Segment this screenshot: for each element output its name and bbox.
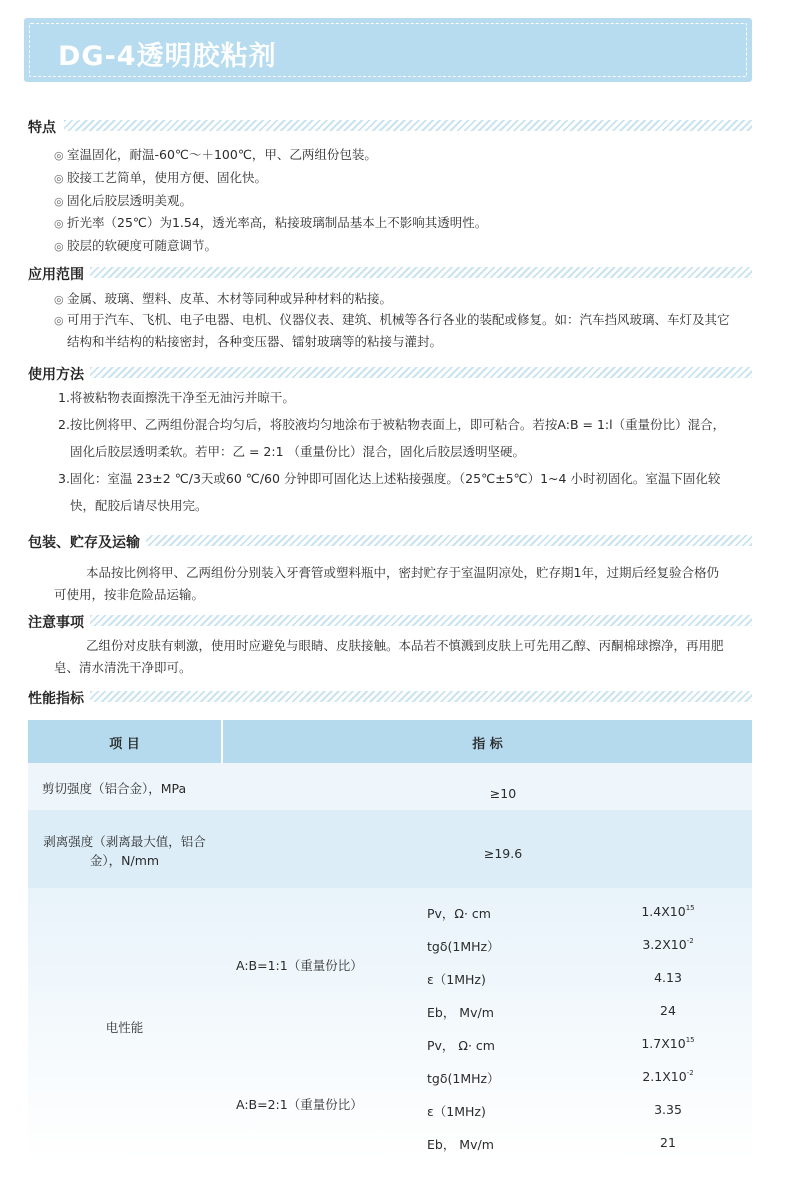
param-label: Pv，Ω· cm xyxy=(427,906,491,921)
table-row xyxy=(28,810,752,888)
param-value: 24 xyxy=(660,1003,676,1018)
section-title: 包装、贮存及运输 xyxy=(28,532,146,552)
page-title: DG-4透明胶粘剂 xyxy=(58,41,277,72)
feature-item: ◎ 室温固化，耐温-60℃～＋100℃，甲、乙两组份包装。 xyxy=(54,146,377,165)
feature-item: ◎ 折光率（25℃）为1.54，透光率高，粘接玻璃制品基本上不影响其透明性。 xyxy=(54,214,487,233)
bullet-icon: ◎ xyxy=(54,240,64,253)
param-label: tgδ(1MHz） xyxy=(427,1071,500,1086)
performance-table xyxy=(28,720,752,1160)
row-label: 金），N/mm xyxy=(89,853,160,868)
bullet-icon: ◎ xyxy=(54,217,64,230)
ratio-label: A:B=1:1（重量份比） xyxy=(236,958,363,973)
section-header-application xyxy=(28,264,752,284)
usage-step-continued: 固化后胶层透明柔软。若甲：乙 = 2:1 （重量份比）混合，固化后胶层透明坚硬。 xyxy=(70,444,526,459)
bullet-icon: ◎ xyxy=(54,172,64,185)
section-title: 使用方法 xyxy=(28,364,90,384)
param-label: Pv， Ω· cm xyxy=(427,1038,495,1053)
column-header-item: 项 目 xyxy=(109,737,140,752)
section-header-packaging xyxy=(28,532,752,552)
application-item-continued: 结构和半结构的粘接密封，各种变压器、镭射玻璃等的粘接与灌封。 xyxy=(67,334,443,349)
column-header-index: 指 标 xyxy=(472,737,503,752)
param-label: Eb， Mv/m xyxy=(427,1005,494,1020)
feature-item: ◎ 固化后胶层透明美观。 xyxy=(54,192,192,211)
section-title: 注意事项 xyxy=(28,612,90,632)
section-divider xyxy=(90,691,752,702)
usage-step: 1.将被粘物表面擦洗干净至无油污并晾干。 xyxy=(58,390,295,405)
usage-step: 2.按比例将甲、乙两组份混合均匀后，将胶液均匀地涂布于被粘物表面上，即可粘合。若按A:B = 1:l（重量份比）混合， xyxy=(58,417,726,432)
param-value: $3.2X10^{-2}$ xyxy=(642,937,694,952)
section-divider xyxy=(90,615,752,626)
param-value: 4.13 xyxy=(654,970,682,985)
section-header-caution xyxy=(28,612,752,632)
packaging-text: 本品按比例将甲、乙两组份分别装入牙膏管或塑料瓶中，密封贮存于室温阴凉处，贮存期1年，过期后经复验合格仍 xyxy=(86,565,719,580)
section-title: 性能指标 xyxy=(28,688,90,708)
row-value: ≥10 xyxy=(489,786,517,801)
bullet-icon: ◎ xyxy=(54,149,64,162)
caution-text: 皂、清水清洗干净即可。 xyxy=(54,660,192,675)
table-row xyxy=(28,763,752,810)
param-label: tgδ(1MHz） xyxy=(427,939,500,954)
section-header-performance xyxy=(28,688,752,708)
param-label: ε（1MHz) xyxy=(427,972,486,987)
section-header-features xyxy=(28,117,752,137)
row-value: ≥19.6 xyxy=(483,846,523,861)
table-header xyxy=(28,720,752,763)
feature-item: ◎ 胶层的软硬度可随意调节。 xyxy=(54,237,217,256)
section-divider xyxy=(90,367,752,378)
bullet-icon: ◎ xyxy=(54,195,64,208)
title-banner xyxy=(24,18,752,82)
ratio-label: A:B=2:1（重量份比） xyxy=(236,1097,363,1112)
section-header-usage xyxy=(28,364,752,384)
table-row-electrical xyxy=(28,888,752,1160)
param-value: $1.4X10^{15}$ xyxy=(641,904,695,919)
bullet-icon: ◎ xyxy=(54,314,64,327)
section-divider xyxy=(64,120,752,131)
param-label: Eb， Mv/m xyxy=(427,1137,494,1152)
row-label: 剪切强度（铝合金），MPa xyxy=(42,781,187,796)
usage-step-continued: 快，配胶后请尽快用完。 xyxy=(70,498,208,513)
param-label: ε（1MHz) xyxy=(427,1104,486,1119)
section-divider xyxy=(144,535,752,546)
param-value: 21 xyxy=(660,1135,676,1150)
param-value: $2.1X10^{-2}$ xyxy=(642,1069,694,1084)
param-value: $1.7X10^{15}$ xyxy=(641,1036,695,1051)
application-item: ◎ 可用于汽车、飞机、电子电器、电机、仪器仪表、建筑、机械等各行各业的装配或修复。如：汽车挡风玻璃、车灯及其它 xyxy=(54,311,730,330)
section-divider xyxy=(90,267,752,278)
section-title: 特点 xyxy=(28,117,62,137)
bullet-icon: ◎ xyxy=(54,293,64,306)
packaging-text: 可使用，按非危险品运输。 xyxy=(54,587,205,602)
param-value: 3.35 xyxy=(654,1102,682,1117)
row-label: 电性能 xyxy=(105,1020,144,1035)
application-item: ◎ 金属、玻璃、塑料、皮革、木材等同种或异种材料的粘接。 xyxy=(54,290,392,309)
usage-step: 3.固化：室温 23±2 ℃/3天或60 ℃/60 分钟即可固化达上述粘接强度。（25℃±5℃）1~4 小时初固化。室温下固化较 xyxy=(58,471,721,486)
feature-item: ◎ 胶接工艺简单，使用方便、固化快。 xyxy=(54,169,267,188)
row-label: 剥离强度（剥离最大值，铝合 xyxy=(43,834,206,849)
caution-text: 乙组份对皮肤有刺激，使用时应避免与眼睛、皮肤接触。本品若不慎溅到皮肤上可先用乙醇、丙酮棉球擦净，再用肥 xyxy=(86,638,724,653)
section-title: 应用范围 xyxy=(28,264,90,284)
